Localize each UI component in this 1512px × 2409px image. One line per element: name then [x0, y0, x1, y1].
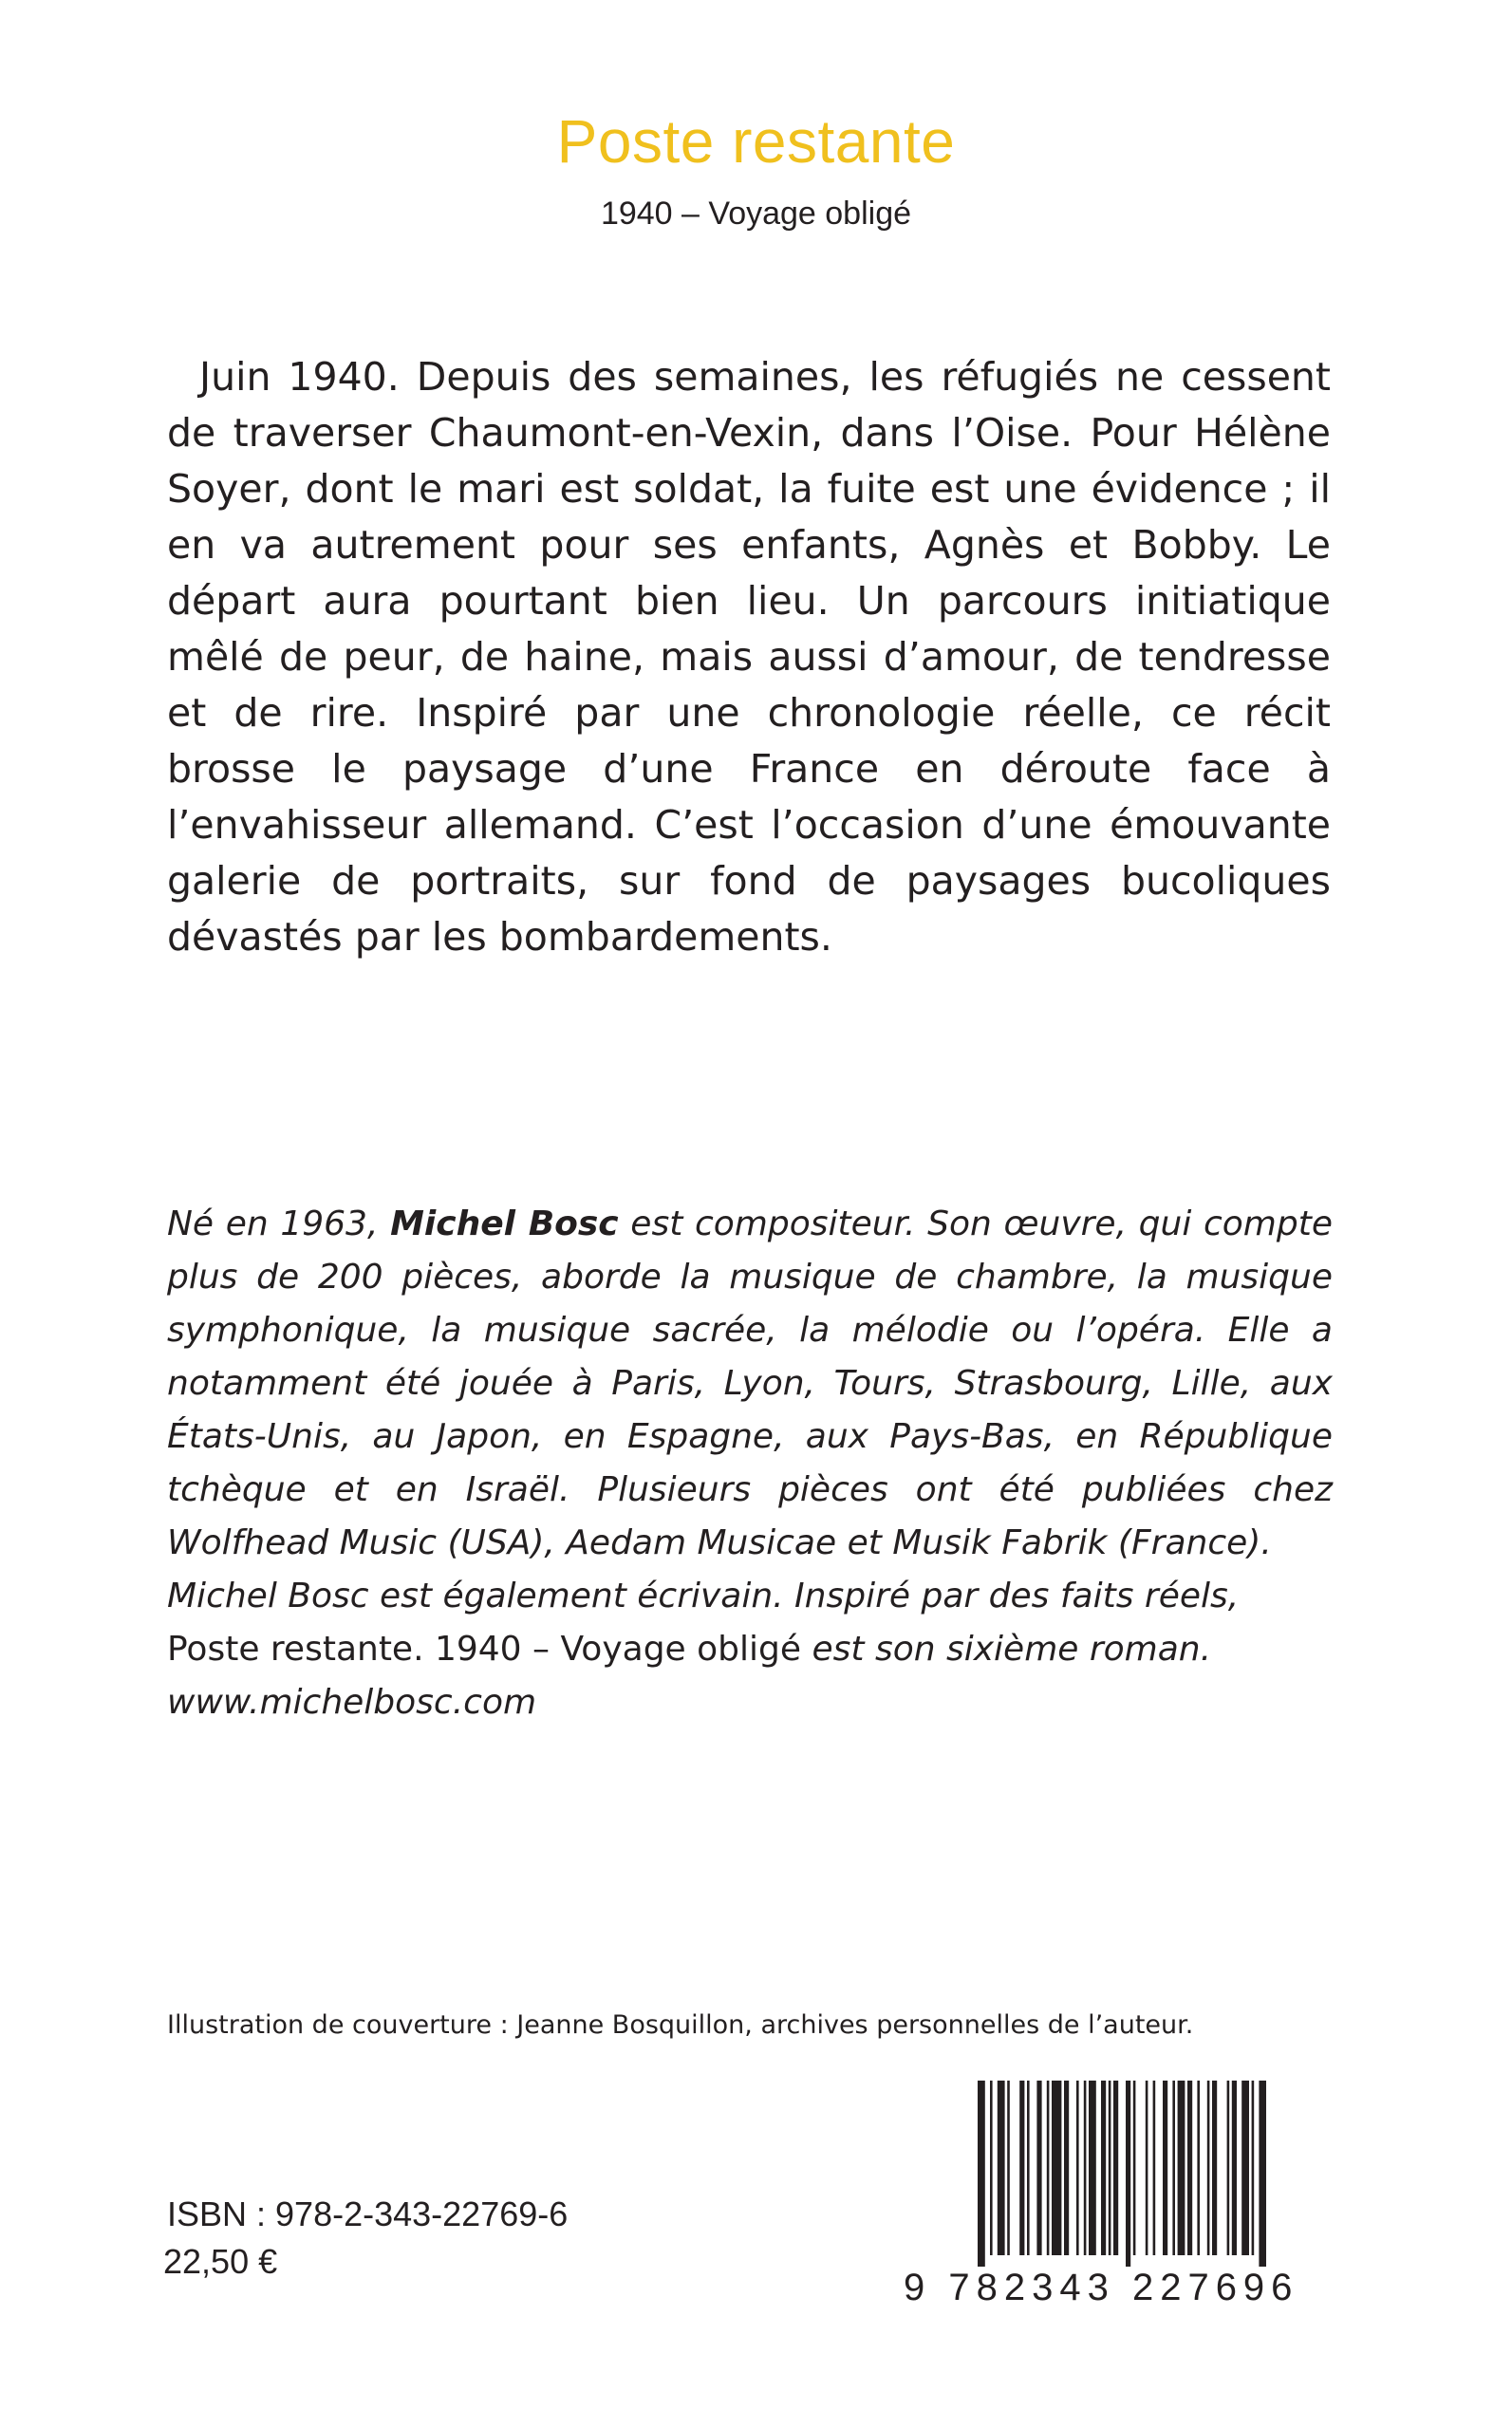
price-label: 22,50 € — [163, 2242, 278, 2281]
book-title: Poste restante — [556, 107, 956, 176]
barcode-bar — [1212, 2081, 1217, 2255]
barcode-bar — [1197, 2081, 1200, 2255]
barcode-bar — [990, 2081, 993, 2255]
barcode-bar — [1178, 2081, 1185, 2255]
barcode-bar — [1241, 2081, 1249, 2255]
barcode-bar — [1207, 2081, 1210, 2255]
barcode-bar — [1076, 2081, 1079, 2255]
barcode-bar — [1052, 2081, 1061, 2255]
bio-second-intro: Michel Bosc est également écrivain. Inspiré par des faits réels, — [167, 1577, 1240, 1615]
author-bio — [167, 1198, 1333, 1729]
barcode-digits: 9 782343 227696 — [904, 2267, 1299, 2308]
barcode-bar — [978, 2081, 985, 2267]
barcode-bar — [1027, 2081, 1030, 2255]
author-bio-paragraph — [167, 1198, 1333, 1570]
barcode-bar — [1153, 2081, 1156, 2255]
bio-second-end: est son sixième roman. — [801, 1630, 1212, 1669]
author-website-link[interactable]: www.michelbosc.com — [167, 1683, 537, 1722]
bio-intro: Né en 1963, — [167, 1204, 391, 1243]
barcode-bar — [1101, 2081, 1106, 2255]
author-writer-paragraph — [167, 1570, 1333, 1676]
barcode-bar — [1187, 2081, 1192, 2255]
barcode-bar — [1084, 2081, 1087, 2255]
barcode-bar — [1036, 2081, 1041, 2255]
barcode-bar — [998, 2081, 1005, 2255]
barcode-bars-icon — [976, 2081, 1266, 2267]
author-name: Michel Bosc — [390, 1204, 619, 1243]
barcode-bar — [1089, 2081, 1096, 2255]
barcode-bar — [1133, 2081, 1136, 2255]
barcode-bar — [1146, 2081, 1148, 2255]
barcode-bar — [1019, 2081, 1024, 2255]
cover-illustration-credit: Illustration de couverture : Jeanne Bosquillon, archives personnelles de l’auteur. — [167, 2010, 1194, 2040]
barcode-bar — [1172, 2081, 1175, 2255]
barcode — [904, 2081, 1321, 2308]
barcode-bar — [1126, 2081, 1130, 2267]
barcode-bar — [1007, 2081, 1010, 2255]
bio-body: est compositeur. Son œuvre, qui compte plus de 200 pièces, aborde la musique de chambre, la musique symphonique, la musique sacrée, la mélodie ou l’opéra. Elle a notamment été jouée à Paris, Lyon, Tours, Strasbourg, Lille, aux États-Unis, au Japon, en Espagne, aux Pays-Bas, en République tchèque et en Israël. Plusieurs pièces ont été publiées chez Wolfhead Music (USA), Aedam Musicae et Musik Fabrik (France). — [167, 1204, 1333, 1562]
barcode-bar — [1064, 2081, 1069, 2255]
barcode-bar — [1163, 2081, 1167, 2255]
barcode-bar — [1252, 2081, 1255, 2255]
barcode-bar — [1047, 2081, 1050, 2255]
barcode-bar — [1232, 2081, 1237, 2255]
back-cover-blurb: Juin 1940. Depuis des semaines, les réfugiés ne cessent de traverser Chaumont-en-Vexin, dans l’Oise. Pour Hélène Soyer, dont le mari est soldat, la fuite est une évidence ; il en va autrement pour ses enfants, Agnès et Bobby. Le départ aura pourtant bien lieu. Un parcours initiatique mêlé de peur, de haine, mais aussi d’amour, de tendresse et de rire. Inspiré par une chronologie réelle, ce récit brosse le paysage d’une France en déroute face à l’envahisseur allemand. C’est l’occasion d’une émouvante galerie de portraits, sur fond de paysages bucoliques dévastés par les bombardements. — [167, 354, 1331, 960]
barcode-bar — [1227, 2081, 1230, 2255]
barcode-bar — [1109, 2081, 1111, 2255]
barcode-bar — [1259, 2081, 1266, 2267]
book-reference: Poste restante. 1940 – Voyage obligé — [167, 1630, 802, 1669]
book-subtitle: 1940 – Voyage obligé — [600, 196, 912, 232]
barcode-bar — [1113, 2081, 1118, 2255]
isbn-number: ISBN : 978-2-343-22769-6 — [167, 2194, 569, 2233]
